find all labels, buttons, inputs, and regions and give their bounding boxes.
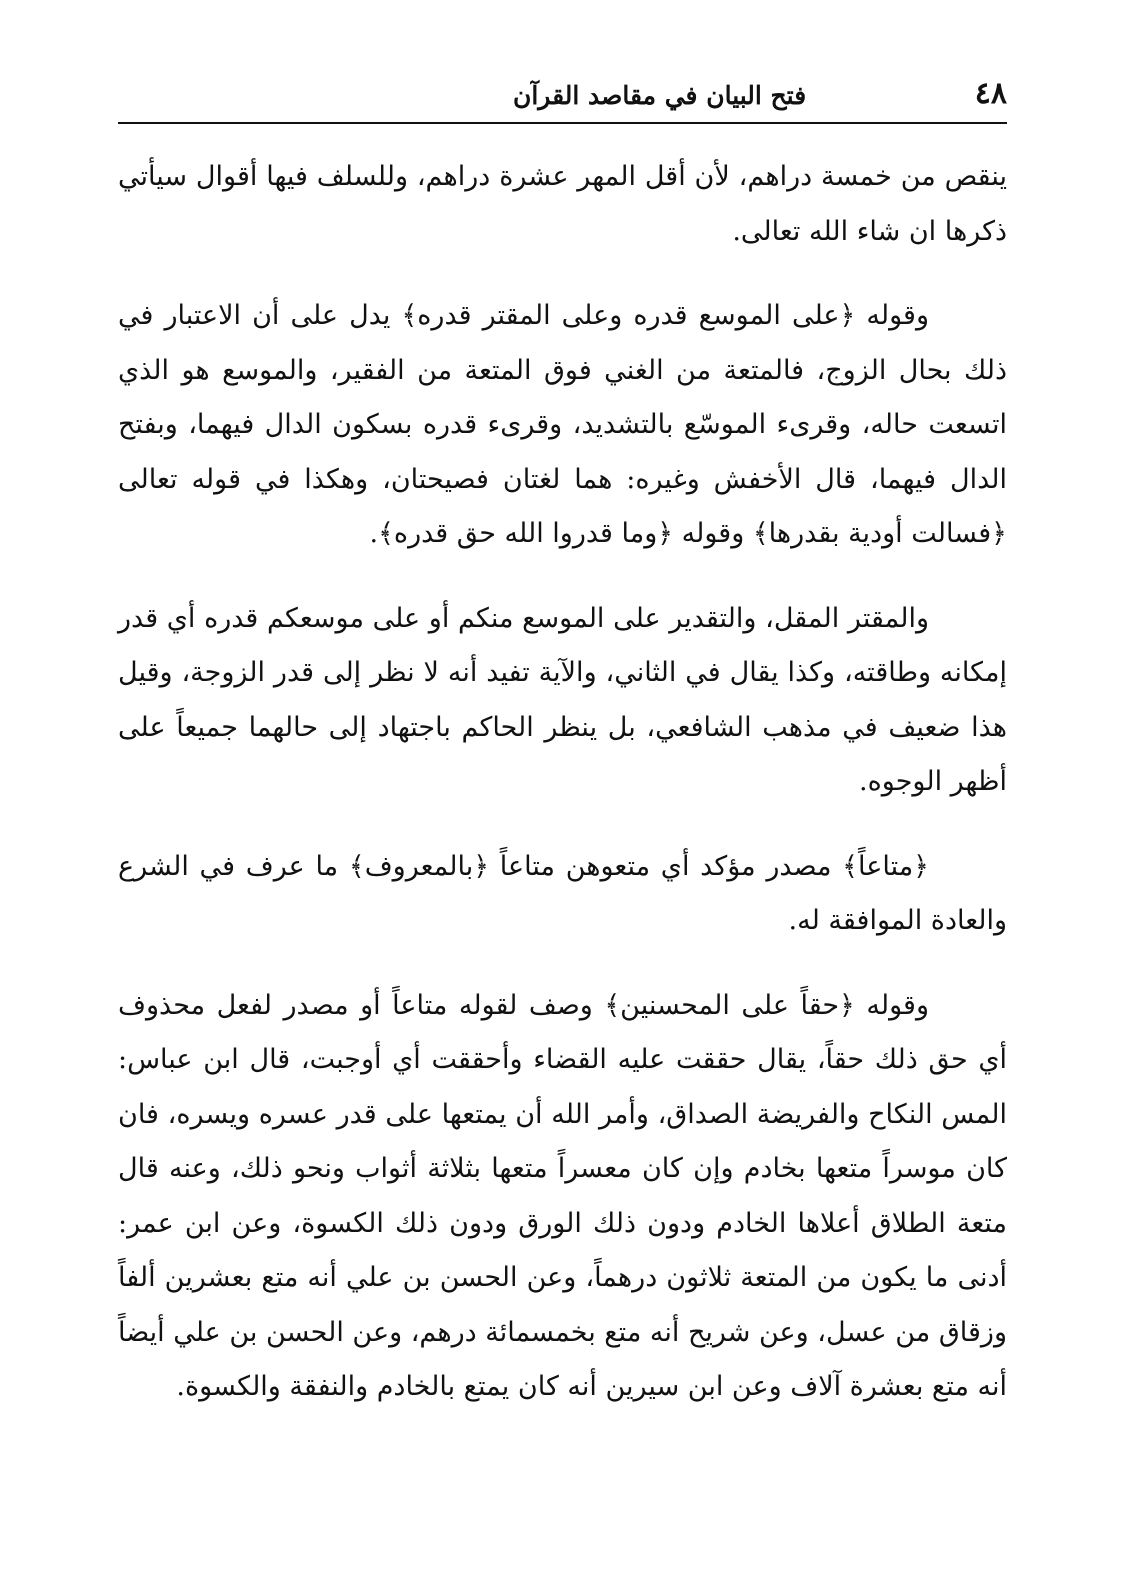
paragraph: والمقتر المقل، والتقدير على الموسع منكم أو على موسعكم قدره أي قدر إمكانه وطاقته، وكذا يقال في الثاني، والآية تفيد أنه لا نظر إلى قدر الزوجة، وقيل هذا ضعيف في مذهب الشافعي، بل ينظر الحاكم باجتهاد إلى حالهما جميعاً على أظهر الوجوه. bbox=[118, 602, 1007, 797]
paragraph: وقوله ﴿حقاً على المحسنين﴾ وصف لقوله متاعاً أو مصدر لفعل محذوف أي حق ذلك حقاً، يقال حققت عليه القضاء وأحققت أي أوجبت، قال ابن عباس: المس النكاح والفريضة الصداق، وأمر الله أن يمتعها على قدر عسره ويسره، فان كان موسراً متعها بخادم وإن كان معسراً متعها بثلاثة أثواب ونحو ذلك، وعنه قال متعة الطلاق أعلاها الخادم ودون ذلك الورق ودون ذلك الكسوة، وعن ابن عمر: أدنى ما يكون من المتعة ثلاثون درهماً، وعن الحسن بن علي أنه متع بعشرين ألفاً وزقاق من عسل، وعن شريح أنه متع بخمسمائة درهم، وعن الحسن بن علي أيضاً أنه متع بعشرة آلاف وعن ابن سيرين أنه كان يمتع بالخادم والنفقة والكسوة. bbox=[118, 989, 1007, 1402]
page-number: ٤٨ bbox=[974, 76, 1007, 111]
book-title: فتح البيان في مقاصد القرآن bbox=[513, 81, 807, 110]
paragraph: ﴿متاعاً﴾ مصدر مؤكد أي متعوهن متاعاً ﴿بالمعروف﴾ ما عرف في الشرع والعادة الموافقة له. bbox=[118, 850, 1007, 936]
running-header bbox=[118, 72, 1007, 124]
paragraph: وقوله ﴿على الموسع قدره وعلى المقتر قدره﴾ يدل على أن الاعتبار في ذلك بحال الزوج، فالمتعة من الغني فوق المتعة من الفقير، والموسع هو الذي اتسعت حاله، وقرىء الموسّع بالتشديد، وقرىء قدره بسكون الدال فيهما، وبفتح الدال فيهما، قال الأخفش وغيره: هما لغتان فصيحتان، وهكذا في قوله تعالى ﴿فسالت أودية بقدرها﴾ وقوله ﴿وما قدروا الله حق قدره﴾. bbox=[118, 300, 1007, 549]
header-rule bbox=[118, 122, 1007, 124]
page-body bbox=[118, 150, 1007, 1415]
paragraph: ينقص من خمسة دراهم، لأن أقل المهر عشرة دراهم، وللسلف فيها أقوال سيأتي ذكرها ان شاء الله تعالى. bbox=[118, 161, 1007, 247]
